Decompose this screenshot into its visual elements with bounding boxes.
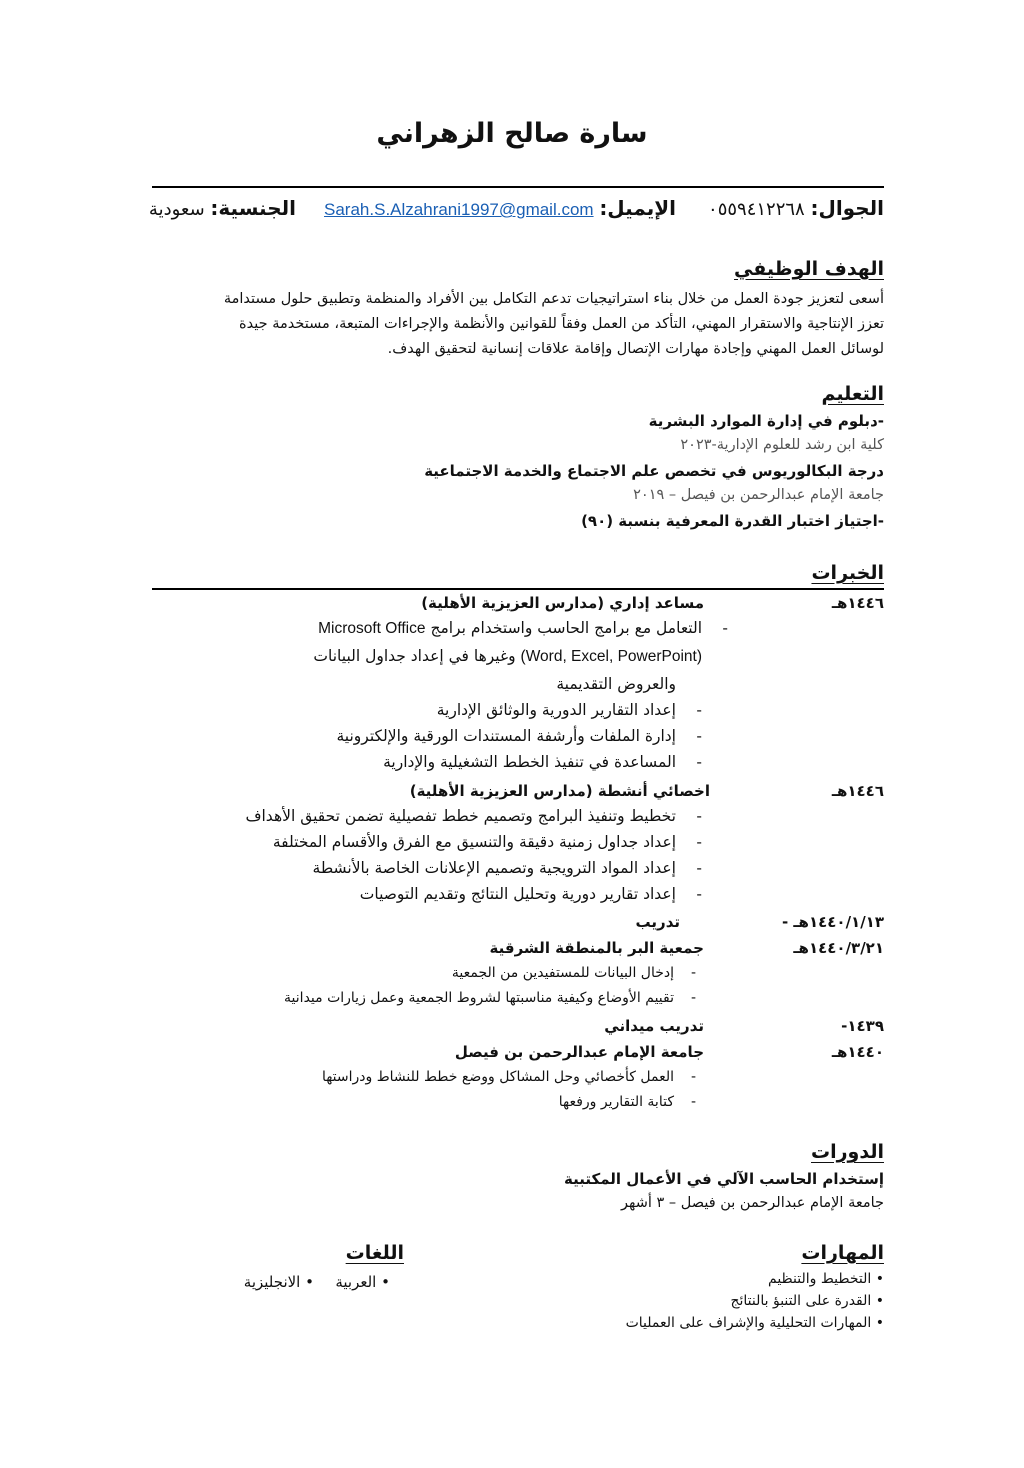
mobile-label: الجوال: xyxy=(810,196,884,220)
education-heading: التعليم xyxy=(821,383,884,405)
bullet-line xyxy=(272,833,702,851)
course-title: إستخدام الحاسب الآلي في الأعمال المكتبية xyxy=(564,1170,884,1188)
bachelor-title: درجة البكالوريوس في تخصص علم الاجتماع والخدمة الاجتماعية xyxy=(424,462,884,480)
nationality-label: الجنسية: xyxy=(210,196,296,220)
bullet-dash: - xyxy=(696,859,702,877)
diploma-school: كلية ابن رشد للعلوم الإدارية-٢٠٢٣ xyxy=(680,437,884,453)
email-link[interactable]: Sarah.S.Alzahrani1997@gmail.com xyxy=(324,200,594,219)
bullet-text: إعداد التقارير الدورية والوثائق الإدارية xyxy=(436,701,676,719)
bullet-line xyxy=(359,885,702,903)
job-org: جامعة الإمام عبدالرحمن بن فيصل xyxy=(454,1043,704,1061)
skill-text: القدرة على التنبؤ بالنتائج xyxy=(730,1293,872,1309)
skill-item xyxy=(768,1271,884,1287)
job-date-start: ١٤٤٠/١/١٣هـ - xyxy=(781,913,884,931)
test-result: -اجتياز اختبار القدرة المعرفية بنسبة (٩٠) xyxy=(581,512,884,530)
bullet-text: إعداد المواد الترويجية وتصميم الإعلانات الخاصة بالأنشطة xyxy=(312,859,676,877)
objective-line: لوسائل العمل المهني وإجادة مهارات الإتصال وإقامة علاقات إنسانية لتحقيق الهدف. xyxy=(387,341,884,357)
language-item xyxy=(244,1273,314,1291)
mobile-value: ٠٥٥٩٤١٢٢٦٨ xyxy=(708,199,805,220)
job-title: تدريب ميداني xyxy=(604,1017,704,1035)
job-date: ١٤٤٦هـ xyxy=(831,594,884,612)
bullet-dash: - xyxy=(696,701,702,719)
bullet-text: تخطيط وتنفيذ البرامج وتصميم خطط تفصيلية تضمن تحقيق الأهداف xyxy=(245,807,676,825)
skills-heading: المهارات xyxy=(801,1242,884,1264)
bullet-line xyxy=(318,619,728,638)
job-date-end: ١٤٤٠/٣/٢١هـ xyxy=(793,939,884,957)
language-text: العربية xyxy=(335,1273,377,1291)
bullet-text-latin: (Word, Excel, PowerPoint) xyxy=(520,648,702,665)
nationality-block xyxy=(149,196,296,220)
skill-item xyxy=(730,1293,884,1309)
courses-heading: الدورات xyxy=(811,1141,884,1163)
bullet-line xyxy=(284,990,696,1006)
person-name: سارة صالح الزهراني xyxy=(376,118,648,149)
bullet-dash: - xyxy=(690,990,696,1006)
language-item xyxy=(335,1273,390,1291)
bullet-dash: - xyxy=(696,807,702,825)
job-date: ١٤٤٦هـ xyxy=(831,782,884,800)
bullet-dot: • xyxy=(875,1271,884,1287)
bullet-dash: - xyxy=(696,885,702,903)
bullet-dot: • xyxy=(381,1273,390,1291)
course-detail: جامعة الإمام عبدالرحمن بن فيصل – ٣ أشهر xyxy=(621,1195,884,1211)
bullet-line xyxy=(313,647,702,666)
bullet-dot: • xyxy=(875,1315,884,1331)
bullet-text: إدخال البيانات للمستفيدين من الجمعية xyxy=(451,965,674,981)
bullet-text-latin: Microsoft Office xyxy=(318,620,426,637)
job-title: مساعد إداري (مدارس العزيزية الأهلية) xyxy=(421,594,704,612)
languages-heading: اللغات xyxy=(345,1242,404,1264)
bullet-text: تقييم الأوضاع وكيفية مناسبتها لشروط الجمعية وعمل زيارات ميدانية xyxy=(284,990,674,1006)
skill-item xyxy=(626,1315,884,1331)
bullet-line xyxy=(436,701,702,719)
objective-line: أسعى لتعزيز جودة العمل من خلال بناء استراتيجيات تدعم التكامل بين الأفراد والمنظمة وتطبيق حلول مستدامة xyxy=(223,291,884,307)
bullet-text: العمل كأخصائي وحل المشاكل ووضع خطط للنشاط ودراستها xyxy=(321,1069,674,1085)
nationality-value: سعودية xyxy=(148,199,205,220)
bullet-dash: - xyxy=(696,833,702,851)
bullet-text: المساعدة في تنفيذ الخطط التشغيلية والإدارية xyxy=(383,753,676,771)
header-divider xyxy=(152,186,884,188)
bullet-line: والعروض التقديمية xyxy=(556,675,676,693)
bullet-text: كتابة التقارير ورفعها xyxy=(558,1094,674,1110)
email-block xyxy=(324,196,676,220)
bullet-line xyxy=(312,859,702,877)
bullet-line xyxy=(383,753,702,771)
objective-heading: الهدف الوظيفي xyxy=(734,258,884,280)
email-label: الإيميل: xyxy=(599,196,676,220)
bullet-line xyxy=(336,727,702,745)
experience-heading: الخبرات xyxy=(811,562,884,584)
bullet-text: التعامل مع برامج الحاسب واستخدام برامج xyxy=(430,619,702,637)
mobile-block xyxy=(708,196,884,220)
job-date-end: ١٤٤٠هـ xyxy=(831,1043,884,1061)
job-title: تدريب xyxy=(635,913,680,931)
bullet-dash: - xyxy=(722,619,728,637)
bullet-dash: - xyxy=(690,965,696,981)
bullet-line xyxy=(321,1069,696,1085)
bullet-text: إدارة الملفات وأرشفة المستندات الورقية والإلكترونية xyxy=(336,727,676,745)
bullet-dot: • xyxy=(875,1293,884,1309)
bullet-dash: - xyxy=(690,1094,696,1110)
bullet-dash: - xyxy=(690,1069,696,1085)
bullet-dash: - xyxy=(696,727,702,745)
skill-text: المهارات التحليلية والإشراف على العمليات xyxy=(625,1315,872,1331)
bullet-line xyxy=(558,1094,696,1110)
bullet-line xyxy=(245,807,702,825)
language-text: الانجليزية xyxy=(243,1273,301,1291)
bullet-text: إعداد جداول زمنية دقيقة والتنسيق مع الفرق والأقسام المختلفة xyxy=(272,833,676,851)
diploma-title: -دبلوم في إدارة الموارد البشرية xyxy=(648,412,884,430)
bullet-text: وغيرها في إعداد جداول البيانات xyxy=(313,647,516,665)
job-date-start: ١٤٣٩- xyxy=(841,1017,884,1035)
job-org: جمعية البر بالمنطقة الشرقية xyxy=(489,939,704,957)
objective-line: تعزز الإنتاجية والاستقرار المهني، التأكد من العمل وفقاً للقوانين والأنظمة والإجراءات المتبعة، مستخدمة جيدة xyxy=(239,316,884,332)
bullet-dash: - xyxy=(696,753,702,771)
job-title: اخصائي أنشطة (مدارس العزيزية الأهلية) xyxy=(409,782,710,800)
bullet-line xyxy=(451,965,696,981)
experience-divider xyxy=(152,588,884,590)
skill-text: التخطيط والتنظيم xyxy=(768,1271,872,1287)
bachelor-school: جامعة الإمام عبدالرحمن بن فيصل – ٢٠١٩ xyxy=(633,487,884,503)
bullet-dot: • xyxy=(305,1273,314,1291)
bullet-text: إعداد تقارير دورية وتحليل النتائج وتقديم التوصيات xyxy=(359,885,676,903)
